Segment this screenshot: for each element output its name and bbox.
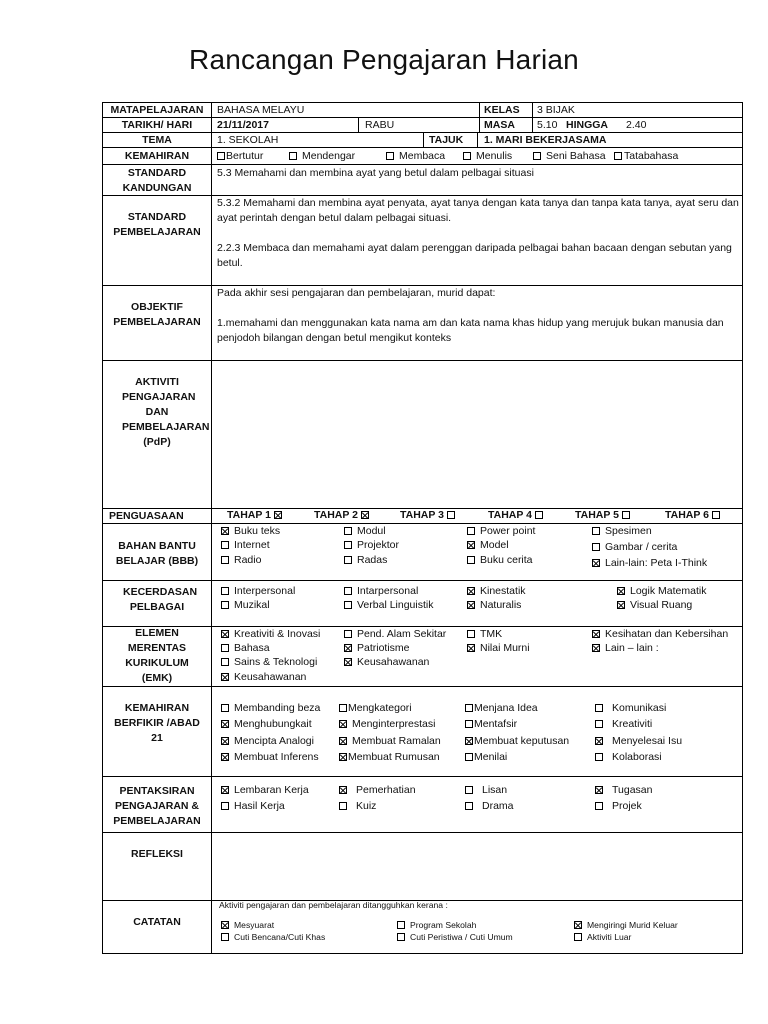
checkbox-icon: [217, 152, 225, 160]
checkbox-checked-icon: [592, 630, 600, 638]
checkbox-checked-icon: [344, 644, 352, 652]
checkbox-icon: [221, 644, 229, 652]
bbb-item[interactable]: Buku teks: [221, 525, 280, 538]
checkbox-icon: [344, 527, 352, 535]
penguasaan-tahap-2[interactable]: TAHAP 2: [314, 509, 369, 522]
checkbox-checked-icon: [274, 511, 282, 519]
kecerdasan-item[interactable]: Naturalis: [467, 599, 521, 612]
checkbox-icon: [592, 527, 600, 535]
bbb-item[interactable]: Radio: [221, 554, 261, 567]
kbat-item[interactable]: Menyelesai Isu: [595, 735, 682, 748]
checkbox-checked-icon: [339, 786, 347, 794]
refleksi-label: REFLEKSI: [131, 848, 183, 860]
objektif-label: OBJEKTIF PEMBELAJARAN: [113, 301, 201, 328]
standard-kandungan-text: 5.3 Memahami dan membina ayat yang betul dalam pelbagai situasi: [217, 167, 534, 179]
checkbox-icon: [465, 786, 473, 794]
bbb-item[interactable]: Modul: [344, 525, 386, 538]
kecerdasan-item[interactable]: Intarpersonal: [344, 585, 418, 598]
checkbox-icon: [535, 511, 543, 519]
bbb-item[interactable]: Projektor: [344, 539, 399, 552]
pentaksiran-item[interactable]: Projek: [595, 800, 642, 813]
checkbox-checked-icon: [221, 720, 229, 728]
catatan-note: Aktiviti pengajaran dan pembelajaran ditangguhkan kerana :: [219, 900, 448, 910]
tarikh-value: 21/11/2017: [217, 119, 269, 131]
checkbox-icon: [614, 152, 622, 160]
emk-item[interactable]: Nilai Murni: [467, 642, 530, 655]
checkbox-icon: [595, 753, 603, 761]
pentaksiran-item[interactable]: Pemerhatian: [339, 784, 416, 797]
checkbox-icon: [595, 704, 603, 712]
checkbox-checked-icon: [361, 511, 369, 519]
penguasaan-tahap-5[interactable]: TAHAP 5: [575, 509, 630, 522]
checkbox-checked-icon: [339, 720, 347, 728]
pentaksiran-item[interactable]: Kuiz: [339, 800, 376, 813]
masa-end: 2.40: [626, 119, 647, 131]
kbat-item[interactable]: Kolaborasi: [595, 751, 662, 764]
pentaksiran-item[interactable]: Hasil Kerja: [221, 800, 285, 813]
checkbox-icon: [595, 802, 603, 810]
checkbox-icon: [622, 511, 630, 519]
checkbox-icon: [592, 543, 600, 551]
checkbox-checked-icon: [221, 786, 229, 794]
checkbox-icon: [221, 587, 229, 595]
tajuk-value: 1. MARI BEKERJASAMA: [484, 134, 607, 146]
checkbox-icon: [574, 933, 582, 941]
emk-item[interactable]: Keusahawanan: [221, 671, 306, 684]
penguasaan-label: PENGUASAAN: [109, 510, 184, 522]
checkbox-checked-icon: [595, 786, 603, 794]
checkbox-icon: [397, 921, 405, 929]
kbat-item[interactable]: Membuat keputusan: [465, 735, 569, 748]
checkbox-icon: [221, 658, 229, 666]
checkbox-checked-icon: [467, 601, 475, 609]
checkbox-icon: [595, 720, 603, 728]
kemahiran-option-tatabahasa[interactable]: Tatabahasa: [614, 150, 678, 163]
penguasaan-tahap-6[interactable]: TAHAP 6: [665, 509, 720, 522]
kecerdasan-item[interactable]: Logik Matematik: [617, 585, 706, 598]
checkbox-icon: [467, 630, 475, 638]
catatan-item[interactable]: Mengiringi Murid Keluar: [574, 920, 678, 931]
checkbox-checked-icon: [221, 753, 229, 761]
kecerdasan-item[interactable]: Visual Ruang: [617, 599, 692, 612]
pentaksiran-item[interactable]: Drama: [465, 800, 514, 813]
checkbox-checked-icon: [221, 527, 229, 535]
masa-hingga: HINGGA: [566, 119, 608, 131]
kemahiran-option-bertutur[interactable]: Bertutur: [217, 150, 263, 163]
checkbox-checked-icon: [339, 753, 347, 761]
checkbox-checked-icon: [592, 559, 600, 567]
checkbox-icon: [221, 704, 229, 712]
standard-pembelajaran-para1: 5.3.2 Memahami dan membina ayat penyata, ayat tanya dengan kata tanya dan tanpa kata tanya, ayat seru dan ayat perintah dengan betul dalam pelbagai situasi.: [217, 197, 739, 224]
checkbox-icon: [221, 556, 229, 564]
checkbox-checked-icon: [465, 737, 473, 745]
checkbox-checked-icon: [339, 737, 347, 745]
checkbox-icon: [467, 556, 475, 564]
checkbox-icon: [221, 601, 229, 609]
kbat-item[interactable]: Membanding beza: [221, 702, 320, 715]
catatan-label: CATATAN: [133, 916, 181, 928]
bbb-item[interactable]: Internet: [221, 539, 270, 552]
bbb-item[interactable]: Radas: [344, 554, 387, 567]
kbat-item[interactable]: Menginterprestasi: [339, 718, 435, 731]
checkbox-icon: [339, 802, 347, 810]
standard-kandungan-label: STANDARD KANDUNGAN: [122, 167, 192, 194]
catatan-item[interactable]: Program Sekolah: [397, 920, 476, 931]
bbb-item[interactable]: Gambar / cerita: [592, 541, 677, 554]
penguasaan-tahap-1[interactable]: TAHAP 1: [227, 509, 282, 522]
kemahiran-option-membaca[interactable]: Membaca: [386, 150, 445, 163]
kbat-item[interactable]: Mengkategori: [339, 702, 412, 715]
checkbox-icon: [467, 527, 475, 535]
emk-item[interactable]: Kreativiti & Inovasi: [221, 628, 320, 641]
catatan-item[interactable]: Aktiviti Luar: [574, 932, 631, 943]
kemahiran-option-mendengar[interactable]: Mendengar: [289, 150, 355, 163]
checkbox-icon: [344, 587, 352, 595]
standard-pembelajaran-para2: 2.2.3 Membaca dan memahami ayat dalam perenggan daripada pelbagai bahan bacaan dengan sebutan yang betul.: [217, 242, 732, 269]
kecerdasan-label: KECERDASAN PELBAGAI: [123, 586, 198, 613]
kbat-item[interactable]: Membuat Rumusan: [339, 751, 440, 764]
emk-item[interactable]: Lain – lain :: [592, 642, 659, 655]
checkbox-icon: [465, 720, 473, 728]
kbat-item[interactable]: Komunikasi: [595, 702, 666, 715]
checkbox-icon: [344, 601, 352, 609]
checkbox-checked-icon: [221, 737, 229, 745]
checkbox-checked-icon: [344, 658, 352, 666]
kbat-item[interactable]: Menghubungkait: [221, 718, 312, 731]
checkbox-icon: [221, 802, 229, 810]
checkbox-checked-icon: [595, 737, 603, 745]
pentaksiran-item[interactable]: Lisan: [465, 784, 507, 797]
catatan-item[interactable]: Cuti Bencana/Cuti Khas: [221, 932, 325, 943]
checkbox-icon: [386, 152, 394, 160]
checkbox-checked-icon: [592, 644, 600, 652]
checkbox-icon: [465, 704, 473, 712]
emk-item[interactable]: Pend. Alam Sekitar: [344, 628, 446, 641]
checkbox-checked-icon: [467, 587, 475, 595]
masa-label: MASA: [484, 119, 515, 131]
bbb-item[interactable]: Power point: [467, 525, 535, 538]
bbb-item[interactable]: Buku cerita: [467, 554, 533, 567]
emk-item[interactable]: Keusahawanan: [344, 656, 429, 669]
checkbox-icon: [463, 152, 471, 160]
checkbox-checked-icon: [574, 921, 582, 929]
kbat-item[interactable]: Menjana Idea: [465, 702, 538, 715]
emk-item[interactable]: TMK: [467, 628, 502, 641]
kemahiran-option-seni-bahasa[interactable]: Seni Bahasa: [533, 150, 606, 163]
kemahiran-label: KEMAHIRAN: [124, 150, 190, 162]
emk-item[interactable]: Kesihatan dan Kebersihan: [592, 628, 728, 641]
pentaksiran-item[interactable]: Tugasan: [595, 784, 652, 797]
checkbox-checked-icon: [617, 601, 625, 609]
checkbox-icon: [221, 933, 229, 941]
kbat-item[interactable]: Mentafsir: [465, 718, 517, 731]
tarikh-label: TARIKH/ HARI: [121, 119, 193, 131]
refleksi-content-area[interactable]: [212, 833, 742, 899]
kelas-label: KELAS: [484, 104, 520, 116]
bbb-label: BAHAN BANTU BELAJAR (BBB): [115, 540, 199, 567]
standard-pembelajaran-label: STANDARD PEMBELAJARAN: [113, 211, 201, 238]
checkbox-checked-icon: [467, 541, 475, 549]
objektif-intro: Pada akhir sesi pengajaran dan pembelajaran, murid dapat:: [217, 287, 496, 299]
tema-label: TEMA: [142, 134, 172, 146]
checkbox-checked-icon: [617, 587, 625, 595]
kbat-item[interactable]: Menilai: [465, 751, 507, 764]
checkbox-icon: [339, 704, 347, 712]
kbat-item[interactable]: Membuat Inferens: [221, 751, 319, 764]
checkbox-checked-icon: [221, 921, 229, 929]
lesson-plan-table: [102, 102, 743, 954]
checkbox-checked-icon: [221, 630, 229, 638]
pentaksiran-item[interactable]: Lembaran Kerja: [221, 784, 309, 797]
page-title: Rancangan Pengajaran Harian: [189, 44, 579, 75]
matapelajaran-value: BAHASA MELAYU: [217, 104, 305, 116]
kecerdasan-item[interactable]: Muzikal: [221, 599, 270, 612]
checkbox-checked-icon: [221, 673, 229, 681]
bbb-item[interactable]: Spesimen: [592, 525, 652, 538]
penguasaan-tahap-4[interactable]: TAHAP 4: [488, 509, 543, 522]
emk-item[interactable]: Patriotisme: [344, 642, 410, 655]
checkbox-icon: [344, 556, 352, 564]
bbb-item[interactable]: Model: [467, 539, 509, 552]
aktiviti-label: AKTIVITI PENGAJARAN DAN PEMBELAJARAN (PdP): [122, 376, 210, 448]
kbat-item[interactable]: Mencipta Analogi: [221, 735, 314, 748]
kbat-item[interactable]: Kreativiti: [595, 718, 652, 731]
checkbox-icon: [712, 511, 720, 519]
catatan-item[interactable]: Mesyuarat: [221, 920, 274, 931]
emk-item[interactable]: Sains & Teknologi: [221, 656, 317, 669]
objektif-item-1: 1.memahami dan menggunakan kata nama am dan kata nama khas hidup yang merujuk bukan manusia dan penjodoh bilangan dengan betul mengikut konteks: [217, 317, 724, 344]
checkbox-icon: [289, 152, 297, 160]
catatan-item[interactable]: Cuti Peristiwa / Cuti Umum: [397, 932, 513, 943]
bbb-item[interactable]: Lain-lain: Peta I-Think: [592, 557, 707, 570]
emk-label: ELEMEN MERENTAS KURIKULUM (EMK): [125, 627, 189, 684]
tajuk-label: TAJUK: [429, 134, 464, 146]
checkbox-icon: [397, 933, 405, 941]
kelas-value: 3 BIJAK: [537, 104, 575, 116]
kbat-item[interactable]: Membuat Ramalan: [339, 735, 441, 748]
emk-item[interactable]: Bahasa: [221, 642, 270, 655]
checkbox-icon: [447, 511, 455, 519]
kecerdasan-item[interactable]: Kinestatik: [467, 585, 526, 598]
hari-value: RABU: [365, 119, 395, 131]
kecerdasan-item[interactable]: Interpersonal: [221, 585, 295, 598]
masa-start: 5.10: [537, 119, 558, 131]
kemahiran-option-menulis[interactable]: Menulis: [463, 150, 512, 163]
kbat-label: KEMAHIRAN BERFIKIR /ABAD 21: [114, 702, 200, 744]
aktiviti-content-area[interactable]: [212, 361, 742, 507]
checkbox-icon: [221, 541, 229, 549]
matapelajaran-label: MATAPELAJARAN: [110, 104, 204, 116]
checkbox-icon: [533, 152, 541, 160]
penguasaan-tahap-3[interactable]: TAHAP 3: [400, 509, 455, 522]
kecerdasan-item[interactable]: Verbal Linguistik: [344, 599, 433, 612]
checkbox-icon: [344, 541, 352, 549]
checkbox-icon: [465, 753, 473, 761]
checkbox-icon: [344, 630, 352, 638]
tema-value: 1. SEKOLAH: [217, 134, 279, 146]
checkbox-checked-icon: [467, 644, 475, 652]
checkbox-icon: [465, 802, 473, 810]
pentaksiran-label: PENTAKSIRAN PENGAJARAN & PEMBELAJARAN: [113, 785, 201, 827]
